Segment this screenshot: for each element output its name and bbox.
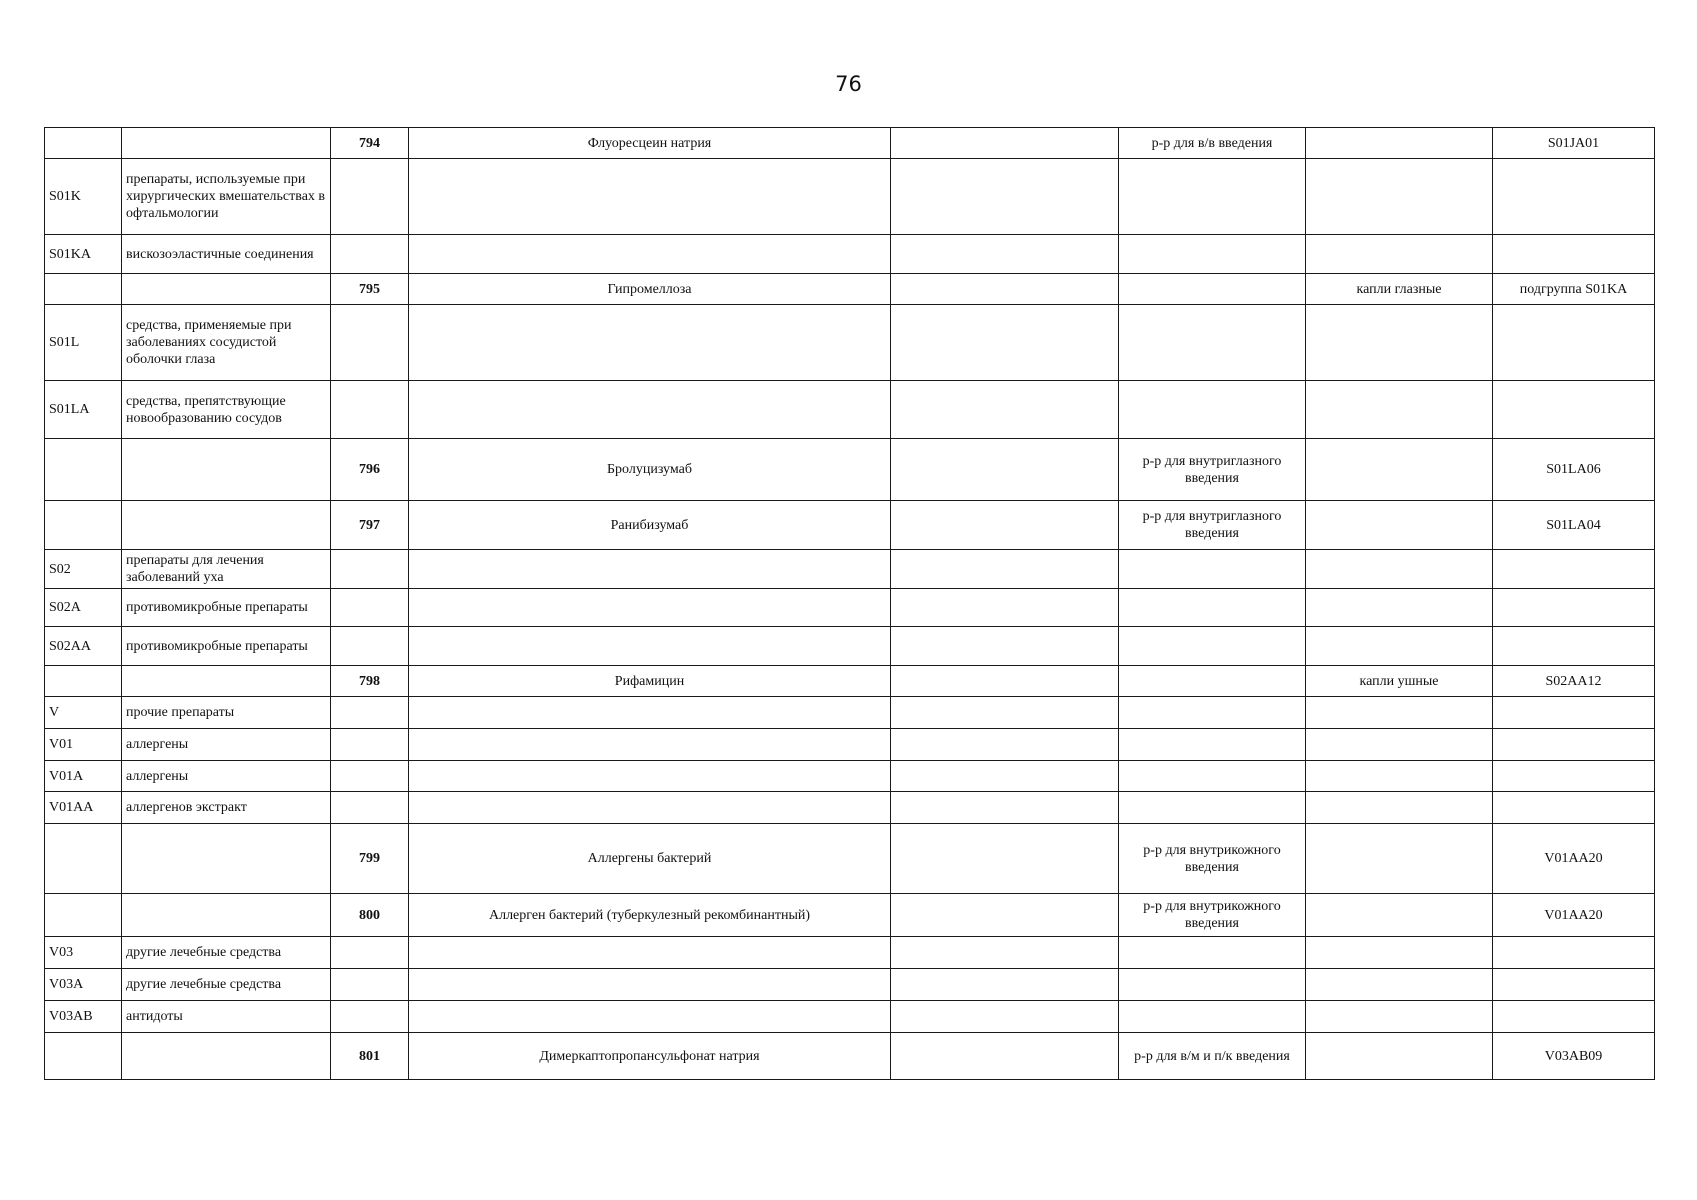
drug-name-cell xyxy=(409,235,891,274)
atc-group-code-cell xyxy=(45,666,122,697)
drug-name-cell xyxy=(409,792,891,824)
dosage-form-alt-cell: капли глазные xyxy=(1306,274,1493,305)
dosage-form-alt-cell xyxy=(1306,589,1493,627)
table-row xyxy=(45,894,1655,937)
atc-group-code-cell: V03AB xyxy=(45,1001,122,1033)
atc-code-cell xyxy=(1493,761,1655,792)
atc-code-cell xyxy=(1493,159,1655,235)
atc-group-code-cell xyxy=(45,894,122,937)
drug-name-cell xyxy=(409,937,891,969)
dosage-form-cell xyxy=(1119,381,1306,439)
group-description-cell xyxy=(122,274,331,305)
group-description-cell: средства, применяемые при заболеваниях сосудистой оболочки глаза xyxy=(122,305,331,381)
atc-code-cell xyxy=(1493,381,1655,439)
item-number-cell: 800 xyxy=(331,894,409,937)
dosage-form-cell xyxy=(1119,305,1306,381)
item-number-cell: 801 xyxy=(331,1033,409,1080)
atc-code-cell: V03AB09 xyxy=(1493,1033,1655,1080)
dosage-form-alt-cell xyxy=(1306,305,1493,381)
atc-group-code-cell xyxy=(45,128,122,159)
atc-group-code-cell xyxy=(45,439,122,501)
group-description-cell: противомикробные препараты xyxy=(122,589,331,627)
atc-code-cell xyxy=(1493,792,1655,824)
atc-group-code-cell: V xyxy=(45,697,122,729)
table-row xyxy=(45,439,1655,501)
empty-cell xyxy=(891,969,1119,1001)
empty-cell xyxy=(891,792,1119,824)
dosage-form-alt-cell xyxy=(1306,937,1493,969)
drug-name-cell xyxy=(409,305,891,381)
atc-code-cell xyxy=(1493,937,1655,969)
dosage-form-alt-cell xyxy=(1306,235,1493,274)
drug-name-cell xyxy=(409,381,891,439)
dosage-form-cell xyxy=(1119,729,1306,761)
group-description-cell: аллергенов экстракт xyxy=(122,792,331,824)
dosage-form-cell xyxy=(1119,969,1306,1001)
atc-group-code-cell: S01LA xyxy=(45,381,122,439)
dosage-form-cell xyxy=(1119,761,1306,792)
item-number-cell xyxy=(331,792,409,824)
dosage-form-cell xyxy=(1119,550,1306,589)
dosage-form-cell xyxy=(1119,792,1306,824)
group-description-cell xyxy=(122,666,331,697)
item-number-cell: 795 xyxy=(331,274,409,305)
dosage-form-alt-cell xyxy=(1306,627,1493,666)
item-number-cell: 799 xyxy=(331,824,409,894)
dosage-form-cell: р-р для внутриглазного введения xyxy=(1119,439,1306,501)
group-description-cell: вискозоэластичные соединения xyxy=(122,235,331,274)
item-number-cell xyxy=(331,729,409,761)
atc-group-code-cell: V01AA xyxy=(45,792,122,824)
group-description-cell xyxy=(122,439,331,501)
empty-cell xyxy=(891,1033,1119,1080)
empty-cell xyxy=(891,589,1119,627)
table-row xyxy=(45,128,1655,159)
drug-name-cell: Гипромеллоза xyxy=(409,274,891,305)
empty-cell xyxy=(891,501,1119,550)
drug-name-cell: Флуоресцеин натрия xyxy=(409,128,891,159)
atc-group-code-cell: V03 xyxy=(45,937,122,969)
empty-cell xyxy=(891,1001,1119,1033)
dosage-form-alt-cell xyxy=(1306,792,1493,824)
drug-name-cell xyxy=(409,729,891,761)
dosage-form-alt-cell xyxy=(1306,501,1493,550)
empty-cell xyxy=(891,439,1119,501)
empty-cell xyxy=(891,824,1119,894)
atc-group-code-cell: S01L xyxy=(45,305,122,381)
table-row xyxy=(45,697,1655,729)
group-description-cell xyxy=(122,1033,331,1080)
group-description-cell: аллергены xyxy=(122,729,331,761)
empty-cell xyxy=(891,235,1119,274)
dosage-form-alt-cell xyxy=(1306,697,1493,729)
empty-cell xyxy=(891,894,1119,937)
table-row xyxy=(45,729,1655,761)
group-description-cell: противомикробные препараты xyxy=(122,627,331,666)
dosage-form-alt-cell xyxy=(1306,550,1493,589)
group-description-cell xyxy=(122,894,331,937)
item-number-cell xyxy=(331,550,409,589)
atc-group-code-cell xyxy=(45,824,122,894)
atc-code-cell: S01LA04 xyxy=(1493,501,1655,550)
atc-code-cell xyxy=(1493,969,1655,1001)
group-description-cell: аллергены xyxy=(122,761,331,792)
atc-code-cell: V01AA20 xyxy=(1493,894,1655,937)
drug-name-cell xyxy=(409,550,891,589)
drug-name-cell: Димеркаптопропансульфонат натрия xyxy=(409,1033,891,1080)
item-number-cell: 796 xyxy=(331,439,409,501)
table-row xyxy=(45,666,1655,697)
table-row xyxy=(45,824,1655,894)
atc-code-cell xyxy=(1493,589,1655,627)
item-number-cell: 798 xyxy=(331,666,409,697)
atc-group-code-cell: S02 xyxy=(45,550,122,589)
table-row xyxy=(45,501,1655,550)
group-description-cell: антидоты xyxy=(122,1001,331,1033)
atc-code-cell xyxy=(1493,235,1655,274)
empty-cell xyxy=(891,159,1119,235)
drug-name-cell xyxy=(409,589,891,627)
empty-cell xyxy=(891,729,1119,761)
table-row xyxy=(45,381,1655,439)
page-number: 76 xyxy=(835,72,862,96)
group-description-cell: другие лечебные средства xyxy=(122,969,331,1001)
atc-group-code-cell: V01A xyxy=(45,761,122,792)
item-number-cell xyxy=(331,969,409,1001)
table-row xyxy=(45,589,1655,627)
dosage-form-alt-cell xyxy=(1306,729,1493,761)
group-description-cell: препараты, используемые при хирургических вмешательствах в офтальмологии xyxy=(122,159,331,235)
drug-name-cell: Ранибизумаб xyxy=(409,501,891,550)
dosage-form-alt-cell xyxy=(1306,1033,1493,1080)
dosage-form-cell xyxy=(1119,274,1306,305)
item-number-cell xyxy=(331,305,409,381)
group-description-cell: прочие препараты xyxy=(122,697,331,729)
group-description-cell xyxy=(122,128,331,159)
atc-code-cell xyxy=(1493,550,1655,589)
drug-name-cell xyxy=(409,1001,891,1033)
atc-code-cell xyxy=(1493,729,1655,761)
table-body xyxy=(45,128,1655,1080)
drug-name-cell xyxy=(409,697,891,729)
drug-name-cell: Рифамицин xyxy=(409,666,891,697)
item-number-cell: 797 xyxy=(331,501,409,550)
atc-code-cell xyxy=(1493,697,1655,729)
table-row xyxy=(45,305,1655,381)
dosage-form-cell: р-р для внутрикожного введения xyxy=(1119,824,1306,894)
item-number-cell xyxy=(331,159,409,235)
atc-group-code-cell: S01KA xyxy=(45,235,122,274)
empty-cell xyxy=(891,550,1119,589)
empty-cell xyxy=(891,381,1119,439)
group-description-cell xyxy=(122,824,331,894)
drug-name-cell: Аллерген бактерий (туберкулезный рекомбинантный) xyxy=(409,894,891,937)
atc-group-code-cell: S02A xyxy=(45,589,122,627)
atc-group-code-cell: S02AA xyxy=(45,627,122,666)
drug-name-cell: Аллергены бактерий xyxy=(409,824,891,894)
table-row xyxy=(45,235,1655,274)
dosage-form-cell xyxy=(1119,666,1306,697)
item-number-cell xyxy=(331,761,409,792)
table-row xyxy=(45,274,1655,305)
item-number-cell xyxy=(331,937,409,969)
dosage-form-alt-cell xyxy=(1306,969,1493,1001)
dosage-form-cell xyxy=(1119,235,1306,274)
dosage-form-cell: р-р для внутрикожного введения xyxy=(1119,894,1306,937)
atc-group-code-cell xyxy=(45,1033,122,1080)
item-number-cell xyxy=(331,627,409,666)
dosage-form-alt-cell xyxy=(1306,439,1493,501)
drug-table xyxy=(44,127,1655,1080)
dosage-form-alt-cell xyxy=(1306,1001,1493,1033)
empty-cell xyxy=(891,128,1119,159)
drug-name-cell xyxy=(409,969,891,1001)
table-row xyxy=(45,550,1655,589)
table-row xyxy=(45,159,1655,235)
atc-code-cell: V01AA20 xyxy=(1493,824,1655,894)
dosage-form-cell xyxy=(1119,697,1306,729)
atc-code-cell xyxy=(1493,305,1655,381)
table-row xyxy=(45,761,1655,792)
atc-code-cell xyxy=(1493,1001,1655,1033)
drug-name-cell xyxy=(409,761,891,792)
drug-name-cell xyxy=(409,159,891,235)
item-number-cell xyxy=(331,697,409,729)
empty-cell xyxy=(891,937,1119,969)
group-description-cell: препараты для лечения заболеваний уха xyxy=(122,550,331,589)
item-number-cell xyxy=(331,589,409,627)
dosage-form-alt-cell xyxy=(1306,159,1493,235)
table-row xyxy=(45,627,1655,666)
dosage-form-alt-cell: капли ушные xyxy=(1306,666,1493,697)
table-row xyxy=(45,969,1655,1001)
group-description-cell: средства, препятствующие новообразованию сосудов xyxy=(122,381,331,439)
empty-cell xyxy=(891,305,1119,381)
drug-name-cell xyxy=(409,627,891,666)
dosage-form-cell xyxy=(1119,1001,1306,1033)
table-row xyxy=(45,792,1655,824)
item-number-cell xyxy=(331,235,409,274)
atc-group-code-cell xyxy=(45,274,122,305)
item-number-cell xyxy=(331,381,409,439)
item-number-cell xyxy=(331,1001,409,1033)
dosage-form-alt-cell xyxy=(1306,381,1493,439)
atc-code-cell: S01JA01 xyxy=(1493,128,1655,159)
dosage-form-alt-cell xyxy=(1306,761,1493,792)
table-row xyxy=(45,1033,1655,1080)
empty-cell xyxy=(891,697,1119,729)
dosage-form-cell xyxy=(1119,937,1306,969)
dosage-form-alt-cell xyxy=(1306,824,1493,894)
atc-code-cell: подгруппа S01KA xyxy=(1493,274,1655,305)
atc-group-code-cell: V03A xyxy=(45,969,122,1001)
dosage-form-cell xyxy=(1119,589,1306,627)
atc-code-cell xyxy=(1493,627,1655,666)
empty-cell xyxy=(891,761,1119,792)
atc-code-cell: S02AA12 xyxy=(1493,666,1655,697)
table-row xyxy=(45,937,1655,969)
atc-code-cell: S01LA06 xyxy=(1493,439,1655,501)
dosage-form-cell: р-р для в/м и п/к введения xyxy=(1119,1033,1306,1080)
dosage-form-cell: р-р для внутриглазного введения xyxy=(1119,501,1306,550)
dosage-form-cell xyxy=(1119,159,1306,235)
drug-name-cell: Бролуцизумаб xyxy=(409,439,891,501)
dosage-form-alt-cell xyxy=(1306,128,1493,159)
atc-group-code-cell: V01 xyxy=(45,729,122,761)
empty-cell xyxy=(891,274,1119,305)
group-description-cell xyxy=(122,501,331,550)
atc-group-code-cell xyxy=(45,501,122,550)
dosage-form-alt-cell xyxy=(1306,894,1493,937)
empty-cell xyxy=(891,627,1119,666)
dosage-form-cell: р-р для в/в введения xyxy=(1119,128,1306,159)
dosage-form-cell xyxy=(1119,627,1306,666)
item-number-cell: 794 xyxy=(331,128,409,159)
table-row xyxy=(45,1001,1655,1033)
empty-cell xyxy=(891,666,1119,697)
group-description-cell: другие лечебные средства xyxy=(122,937,331,969)
atc-group-code-cell: S01K xyxy=(45,159,122,235)
